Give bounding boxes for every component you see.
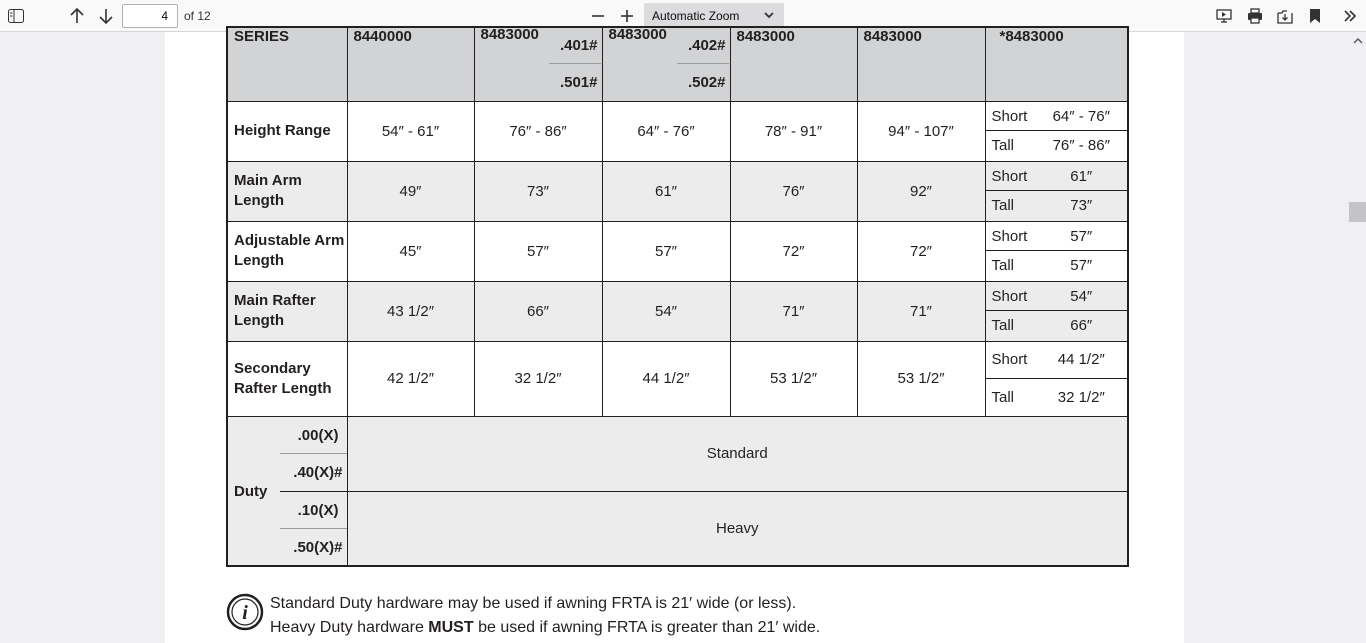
- header-series: SERIES: [227, 27, 347, 101]
- header-col1: 8440000: [347, 27, 474, 101]
- table-cell: 57″: [602, 221, 730, 281]
- table-cell: 57″: [474, 221, 602, 281]
- duty-note: [270, 592, 820, 640]
- table-cell: 49″: [347, 161, 474, 221]
- header-col4: 8483000: [730, 27, 857, 101]
- duty-code: .00(X): [297, 426, 339, 444]
- table-cell: 53 1/2″: [730, 341, 857, 416]
- table-cell: 66″: [474, 281, 602, 341]
- header-col2: 8483000 .401# .501#: [474, 27, 602, 101]
- row-label: Main Arm Length: [227, 161, 347, 221]
- table-cell: 78″ - 91″: [730, 101, 857, 161]
- duty-code: .10(X): [297, 501, 339, 519]
- table-cell: 53 1/2″: [857, 341, 985, 416]
- table-cell: 43 1/2″: [347, 281, 474, 341]
- duty-label: Duty: [234, 482, 268, 500]
- table-cell: 45″: [347, 221, 474, 281]
- header-col3: 8483000 .402# .502#: [602, 27, 730, 101]
- table-row: [227, 221, 1128, 281]
- row-label: Adjustable Arm Length: [227, 221, 347, 281]
- duty-code: .40(X)#: [293, 463, 343, 481]
- duty-cell: [227, 416, 347, 566]
- header-col2-sub2: .501#: [559, 74, 598, 91]
- header-col3-sub1: .402#: [687, 37, 726, 54]
- table-cell: 71″: [857, 281, 985, 341]
- duty-row-standard: [227, 416, 1128, 491]
- table-cell: 54″ - 61″: [347, 101, 474, 161]
- sidebar-toggle-icon[interactable]: [4, 3, 28, 29]
- table-cell: 92″: [857, 161, 985, 221]
- row-label: Main Rafter Length: [227, 281, 347, 341]
- short-tall-cell: Short 61″ Tall 73″: [985, 161, 1128, 221]
- standard-duty-cell: Standard: [347, 416, 1128, 491]
- header-col6: *8483000: [985, 27, 1128, 101]
- print-icon[interactable]: [1243, 3, 1267, 29]
- table-cell: 76″: [730, 161, 857, 221]
- note-line-1: Standard Duty hardware may be used if awning FRTA is 21′ wide (or less).: [270, 595, 797, 612]
- info-icon: [226, 593, 264, 631]
- table-cell: 94″ - 107″: [857, 101, 985, 161]
- save-icon[interactable]: [1273, 3, 1297, 29]
- table-cell: 61″: [602, 161, 730, 221]
- short-tall-cell: Short 64″ - 76″ Tall 76″ - 86″: [985, 101, 1128, 161]
- next-page-icon[interactable]: [94, 3, 118, 29]
- spec-table: [226, 26, 1129, 567]
- table-cell: 76″ - 86″: [474, 101, 602, 161]
- header-col2-sub1: .401#: [559, 37, 598, 54]
- short-tall-cell: Short 44 1/2″ Tall 32 1/2″: [985, 341, 1128, 416]
- header-row: [227, 27, 1128, 101]
- short-tall-cell: Short 54″ Tall 66″: [985, 281, 1128, 341]
- presentation-mode-icon[interactable]: [1212, 3, 1236, 29]
- table-row: [227, 161, 1128, 221]
- zoom-select-label: Automatic Zoom: [652, 9, 740, 23]
- row-label: Height Range: [227, 101, 347, 161]
- duty-row-heavy: [227, 491, 1128, 566]
- svg-text:i: i: [242, 602, 248, 624]
- table-row: [227, 281, 1128, 341]
- table-cell: 72″: [730, 221, 857, 281]
- row-label: Secondary Rafter Length: [227, 341, 347, 416]
- table-cell: 64″ - 76″: [602, 101, 730, 161]
- table-cell: 44 1/2″: [602, 341, 730, 416]
- note-line-2: Heavy Duty hardware MUST be used if awning FRTA is greater than 21′ wide.: [270, 619, 821, 636]
- scrollbar-thumb[interactable]: [1349, 202, 1366, 222]
- table-cell: 72″: [857, 221, 985, 281]
- table-cell: 32 1/2″: [474, 341, 602, 416]
- tools-chevron-icon[interactable]: [1338, 3, 1362, 29]
- table-cell: 73″: [474, 161, 602, 221]
- header-col5: 8483000: [857, 27, 985, 101]
- previous-page-icon[interactable]: [65, 3, 89, 29]
- duty-code: .50(X)#: [293, 538, 343, 556]
- table-row: [227, 341, 1128, 416]
- table-cell: 42 1/2″: [347, 341, 474, 416]
- page-count: of 12: [184, 9, 211, 23]
- table-row: [227, 101, 1128, 161]
- scroll-up-icon[interactable]: [1349, 32, 1366, 49]
- table-cell: 71″: [730, 281, 857, 341]
- short-tall-cell: Short 57″ Tall 57″: [985, 221, 1128, 281]
- header-col3-sub2: .502#: [687, 74, 726, 91]
- scrollbar-track[interactable]: [1349, 32, 1366, 643]
- chevron-down-icon: [764, 11, 774, 19]
- bookmark-icon[interactable]: [1303, 3, 1327, 29]
- heavy-duty-cell: Heavy: [347, 491, 1128, 566]
- page-number-input[interactable]: [122, 4, 178, 28]
- table-cell: 54″: [602, 281, 730, 341]
